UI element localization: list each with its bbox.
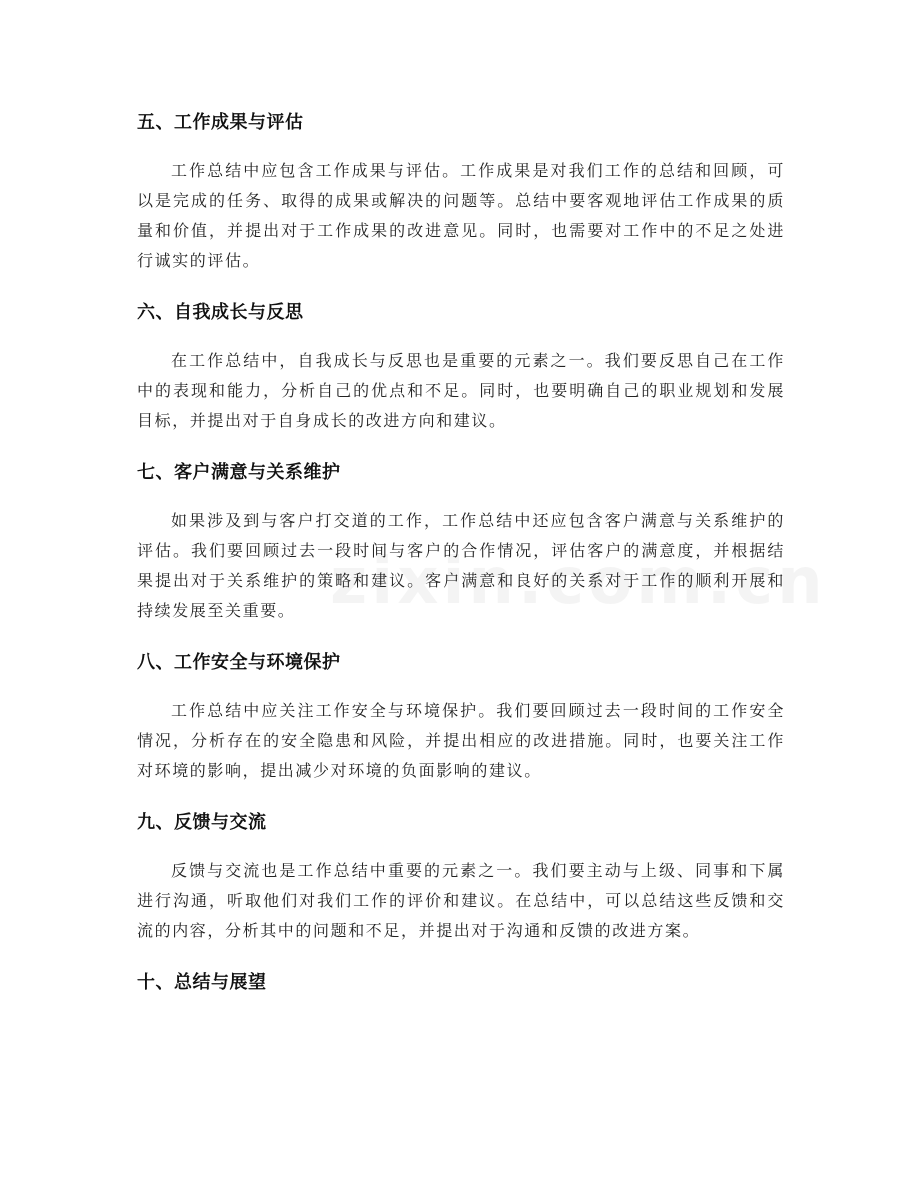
section-title-6: 六、自我成长与反思 [137,302,304,323]
section-title-8: 八、工作安全与环境保护 [137,652,341,673]
section-paragraph-8: 工作总结中应关注工作安全与环境保护。我们要回顾过去一段时间的工作安全情况，分析存在的安全隐患和风险，并提出相应的改进措施。同时，也要关注工作对环境的影响，提出减少对环境的负面影响的建议。 [137,701,785,780]
section-paragraph-7: 如果涉及到与客户打交道的工作，工作总结中还应包含客户满意与关系维护的评估。我们要回顾过去一段时间与客户的合作情况，评估客户的满意度，并根据结果提出对于关系维护的策略和建议。客户满意和良好的关系对于工作的顺利开展和持续发展至关重要。 [137,511,785,620]
section-paragraph-9: 反馈与交流也是工作总结中重要的元素之一。我们要主动与上级、同事和下属进行沟通，听取他们对我们工作的评价和建议。在总结中，可以总结这些反馈和交流的内容，分析其中的问题和不足，并提出对于沟通和反馈的改进方案。 [137,861,785,940]
section-title-9: 九、反馈与交流 [137,812,267,833]
section-title-10: 十、总结与展望 [137,972,267,993]
section-paragraph-5: 工作总结中应包含工作成果与评估。工作成果是对我们工作的总结和回顾，可以是完成的任务、取得的成果或解决的问题等。总结中要客观地评估工作成果的质量和价值，并提出对于工作成果的改进意见。同时，也需要对工作中的不足之处进行诚实的评估。 [137,161,785,270]
section-paragraph-6: 在工作总结中，自我成长与反思也是重要的元素之一。我们要反思自己在工作中的表现和能力，分析自己的优点和不足。同时，也要明确自己的职业规划和发展目标，并提出对于自身成长的改进方向和建议。 [137,351,785,430]
section-title-5: 五、工作成果与评估 [137,112,304,133]
section-title-7: 七、客户满意与关系维护 [137,462,341,483]
document-body [137,108,785,1016]
